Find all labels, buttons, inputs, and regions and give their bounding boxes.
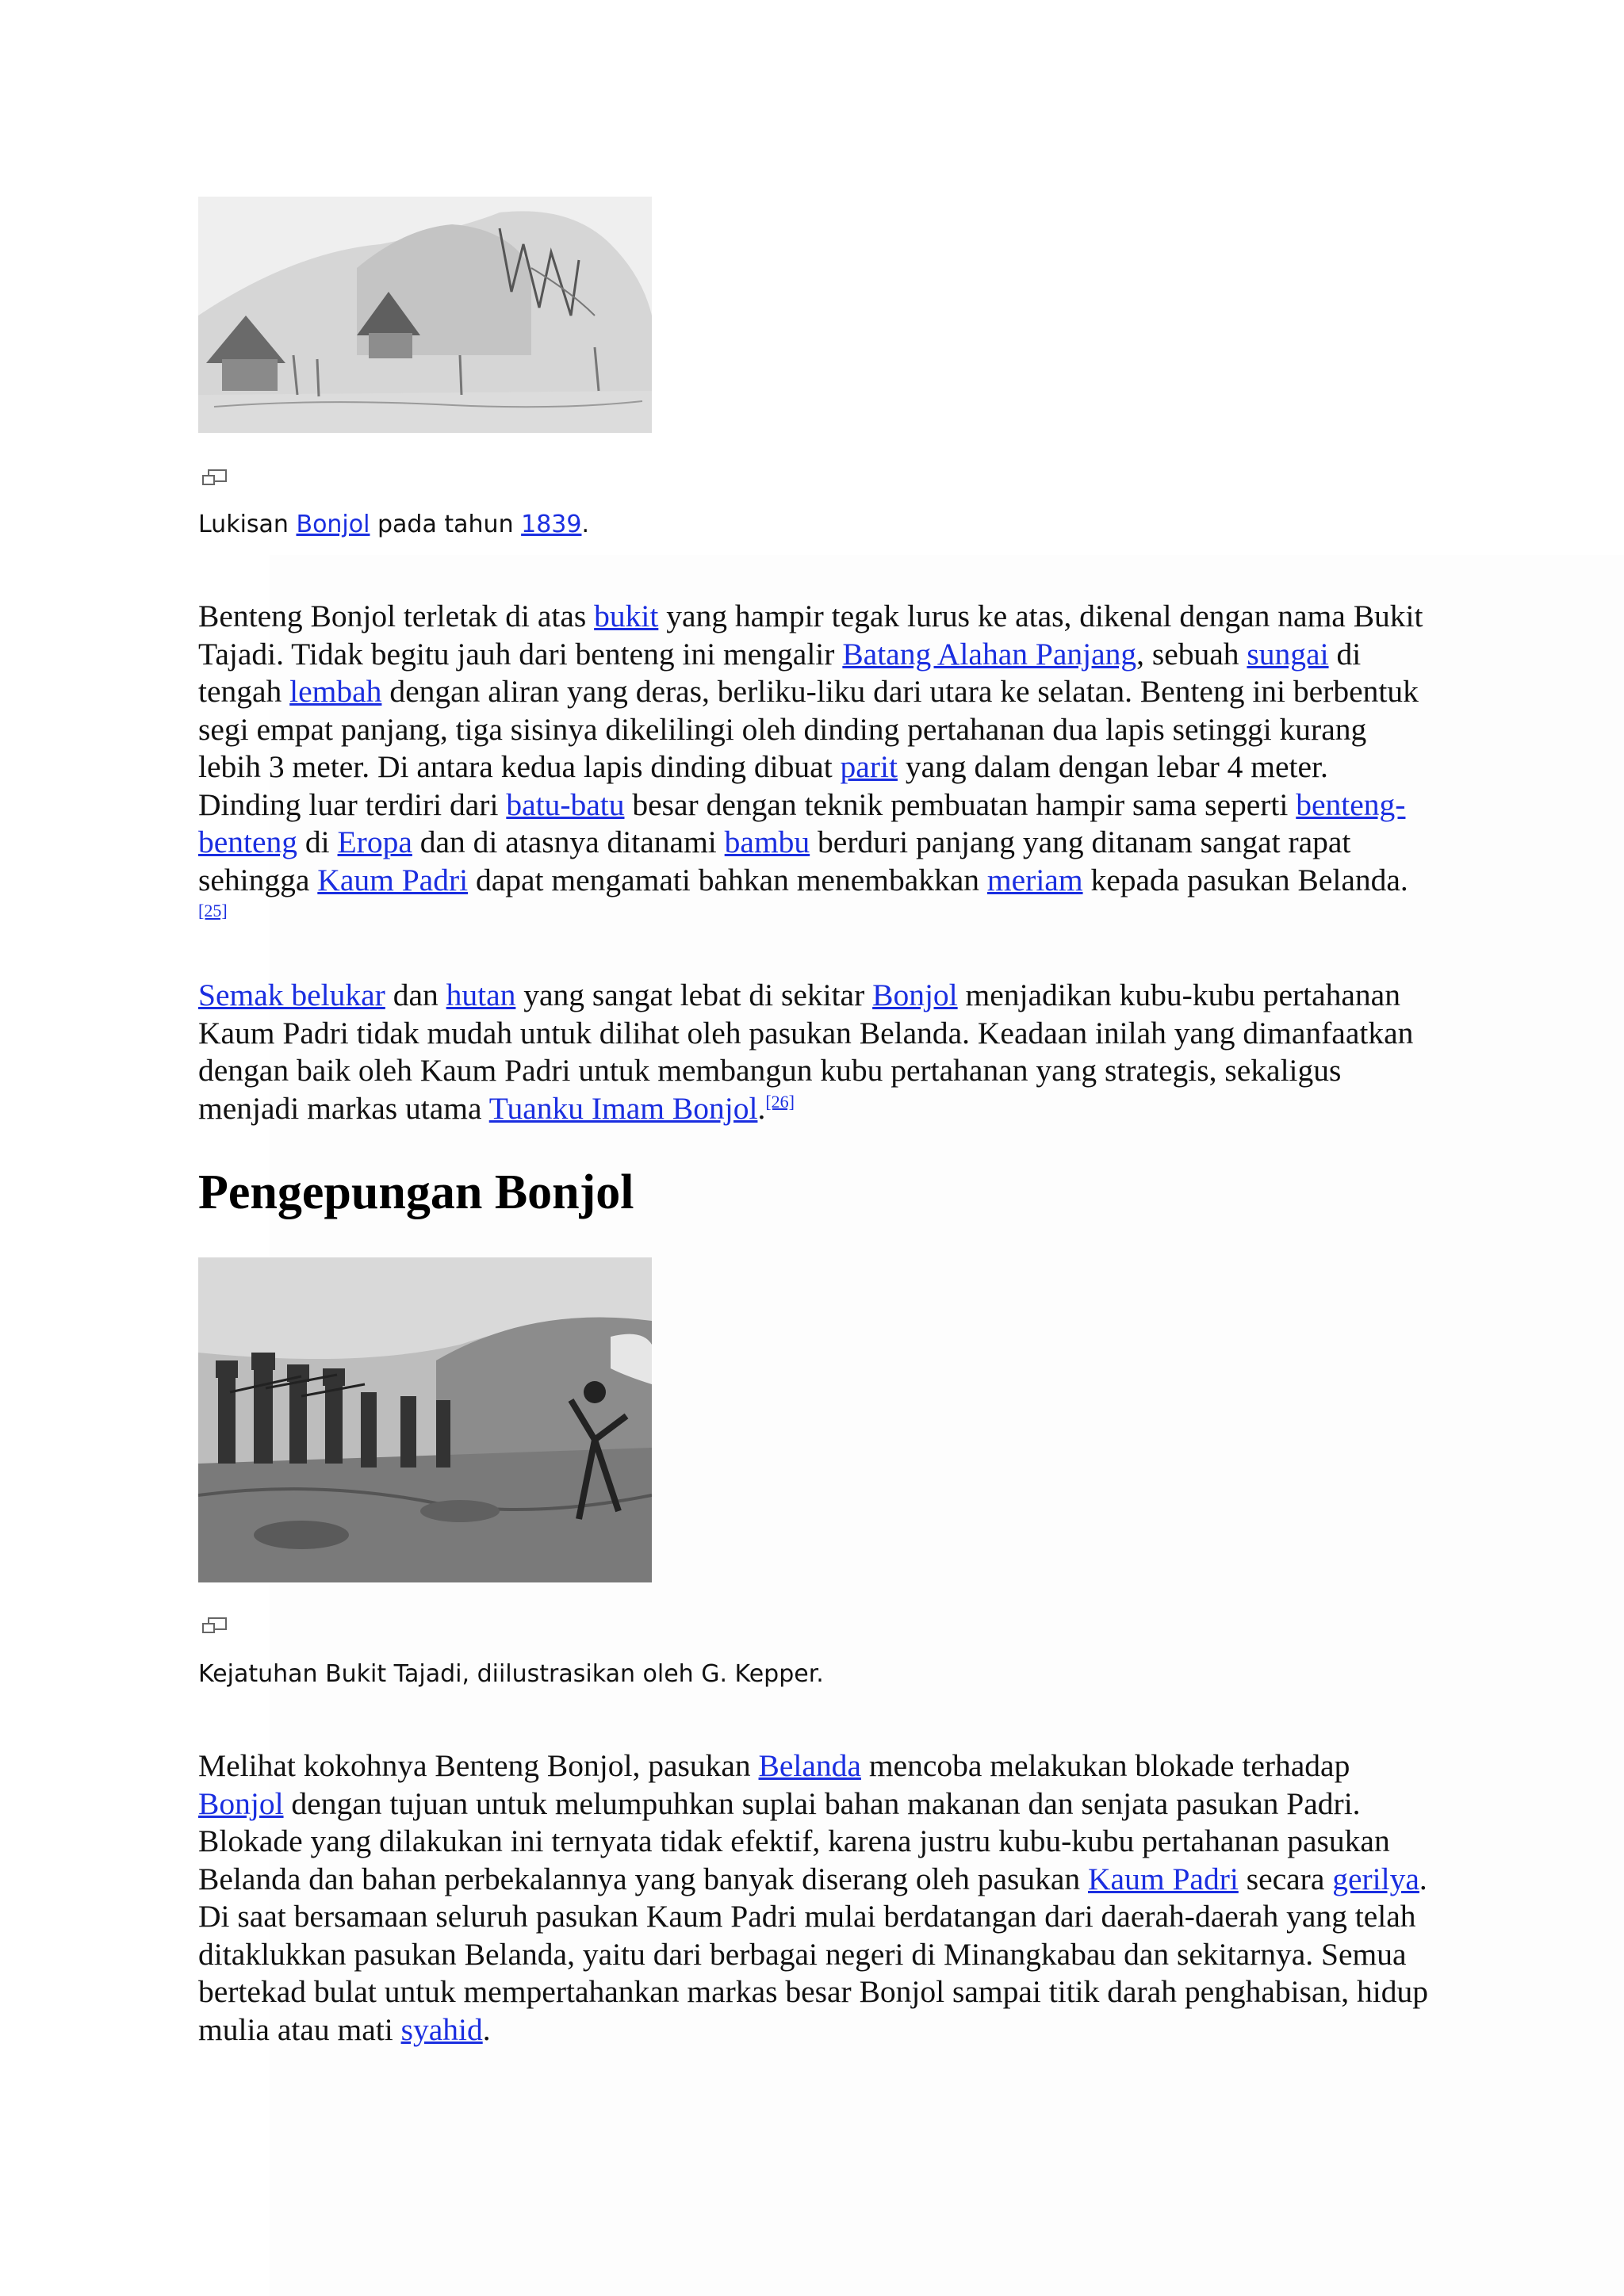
- body-text: . Di saat bersamaan seluruh pasukan Kaum Padri mulai berdatangan dari daerah-daerah yang telah ditaklukkan pasukan Belanda, yaitu dari berbagai negeri di Minangkabau dan sekitarnya. Semua bertekad bulat untuk mempertahankan markas besar Bonjol sampai titik darah penghabisan, hidup mulia atau mati: [198, 1861, 1429, 2047]
- body-text: di tengah: [198, 636, 1362, 709]
- body-text: yang hampir tegak lurus ke atas, dikenal dengan nama Bukit Tajadi. Tidak begitu jauh dari benteng ini mengalir: [198, 599, 1423, 672]
- body-text: besar dengan teknik pembuatan hampir sama seperti: [624, 786, 1297, 822]
- figure-caption-bukit-tajadi: Kejatuhan Bukit Tajadi, diilustrasikan oleh G. Kepper.: [198, 1660, 824, 1688]
- link-kaum-padri[interactable]: Kaum Padri: [1088, 1861, 1239, 1896]
- link-tuanku-imam-bonjol[interactable]: Tuanku Imam Bonjol: [488, 1090, 758, 1126]
- body-text: yang sangat lebat di sekitar: [515, 978, 873, 1012]
- body-text: dan: [385, 978, 446, 1012]
- link-hutan[interactable]: hutan: [446, 978, 516, 1012]
- body-text: dapat mengamati bahkan menembakkan: [468, 862, 987, 897]
- link-bukit[interactable]: bukit: [594, 599, 659, 633]
- link-1839[interactable]: 1839: [521, 511, 582, 538]
- caption-text: Lukisan: [198, 511, 297, 538]
- link-bonjol[interactable]: Bonjol: [296, 511, 370, 538]
- link-belanda[interactable]: Belanda: [758, 1748, 861, 1783]
- link-kaum-padri[interactable]: Kaum Padri: [317, 862, 469, 897]
- link-batu-batu[interactable]: batu-batu: [506, 786, 625, 822]
- caption-text: .: [581, 511, 590, 538]
- link-lembah[interactable]: lembah: [289, 674, 382, 709]
- body-text: .: [757, 1090, 766, 1126]
- link-syahid[interactable]: syahid: [400, 2011, 483, 2047]
- body-text: dan di atasnya ditanami: [412, 825, 725, 859]
- caption-text: pada tahun: [370, 511, 522, 538]
- body-text: menjadikan kubu-kubu pertahanan Kaum Padri tidak mudah untuk dilihat oleh pasukan Belanda. Keadaan inilah yang dimanfaatkan dengan baik oleh Kaum Padri untuk membangun kubu pertahanan yang strategis, sekaligus menjadi markas utama: [198, 978, 1414, 1126]
- body-text: dengan aliran yang deras, berliku-liku dari utara ke selatan. Benteng ini berbentuk segi empat panjang, tiga sisinya dikelilingi oleh dinding pertahanan dua lapis setinggi kurang lebih 3 meter. Di antara kedua lapis dinding dibuat: [198, 674, 1419, 784]
- paragraph-benteng-bonjol: [198, 598, 1435, 937]
- link-sungai[interactable]: sungai: [1247, 636, 1329, 672]
- body-text: Benteng Bonjol terletak di atas: [198, 599, 595, 633]
- paragraph-semak-belukar: [198, 977, 1435, 1127]
- battle-scene-engraving: [198, 1257, 652, 1582]
- body-text: berduri panjang yang ditanam sangat rapat sehingga: [198, 825, 1351, 897]
- reference-26[interactable]: [26]: [765, 1091, 795, 1112]
- link-meriam[interactable]: meriam: [986, 862, 1083, 897]
- link-bonjol[interactable]: Bonjol: [872, 978, 958, 1012]
- link-eropa[interactable]: Eropa: [337, 825, 412, 859]
- body-text: secara: [1238, 1861, 1333, 1896]
- body-text: yang dalam dengan lebar 4 meter. Dinding luar terdiri dari: [198, 749, 1328, 822]
- bonjol-landscape-sketch: [198, 197, 652, 433]
- enlarge-icon[interactable]: [201, 1616, 228, 1635]
- link-batang-alahan-panjang[interactable]: Batang Alahan Panjang: [842, 636, 1137, 672]
- body-text: Melihat kokohnya Benteng Bonjol, pasukan: [198, 1748, 759, 1783]
- body-text: dengan tujuan untuk melumpuhkan suplai bahan makanan dan senjata pasukan Padri. Blokade yang dilakukan ini ternyata tidak efektif, karena justru kubu-kubu pertahanan pasukan Belanda dan bahan perbekalannya yang banyak diserang oleh pasukan: [198, 1785, 1390, 1896]
- link-bambu[interactable]: bambu: [724, 825, 810, 859]
- body-text: mencoba melakukan blokade terhadap: [860, 1748, 1350, 1783]
- body-text: kepada pasukan Belanda.: [1082, 862, 1408, 897]
- body-text: , sebuah: [1136, 636, 1247, 672]
- body-text: di: [297, 825, 338, 859]
- reference-25[interactable]: [25]: [198, 900, 228, 920]
- figure-caption-bonjol-1839: [198, 509, 589, 541]
- link-gerilya[interactable]: gerilya: [1332, 1861, 1419, 1896]
- bonjol-1839-painting-image[interactable]: [198, 197, 652, 433]
- body-text: .: [482, 2011, 491, 2047]
- link-parit[interactable]: parit: [840, 749, 898, 784]
- paragraph-blokade-bonjol: [198, 1747, 1435, 2049]
- bukit-tajadi-illustration-image[interactable]: [198, 1257, 652, 1582]
- link-benteng-benteng[interactable]: benteng-benteng: [198, 786, 1406, 859]
- link-semak-belukar[interactable]: Semak belukar: [198, 978, 385, 1012]
- section-heading: Pengepungan Bonjol: [198, 1165, 634, 1219]
- link-bonjol[interactable]: Bonjol: [198, 1785, 284, 1821]
- enlarge-icon[interactable]: [201, 468, 228, 487]
